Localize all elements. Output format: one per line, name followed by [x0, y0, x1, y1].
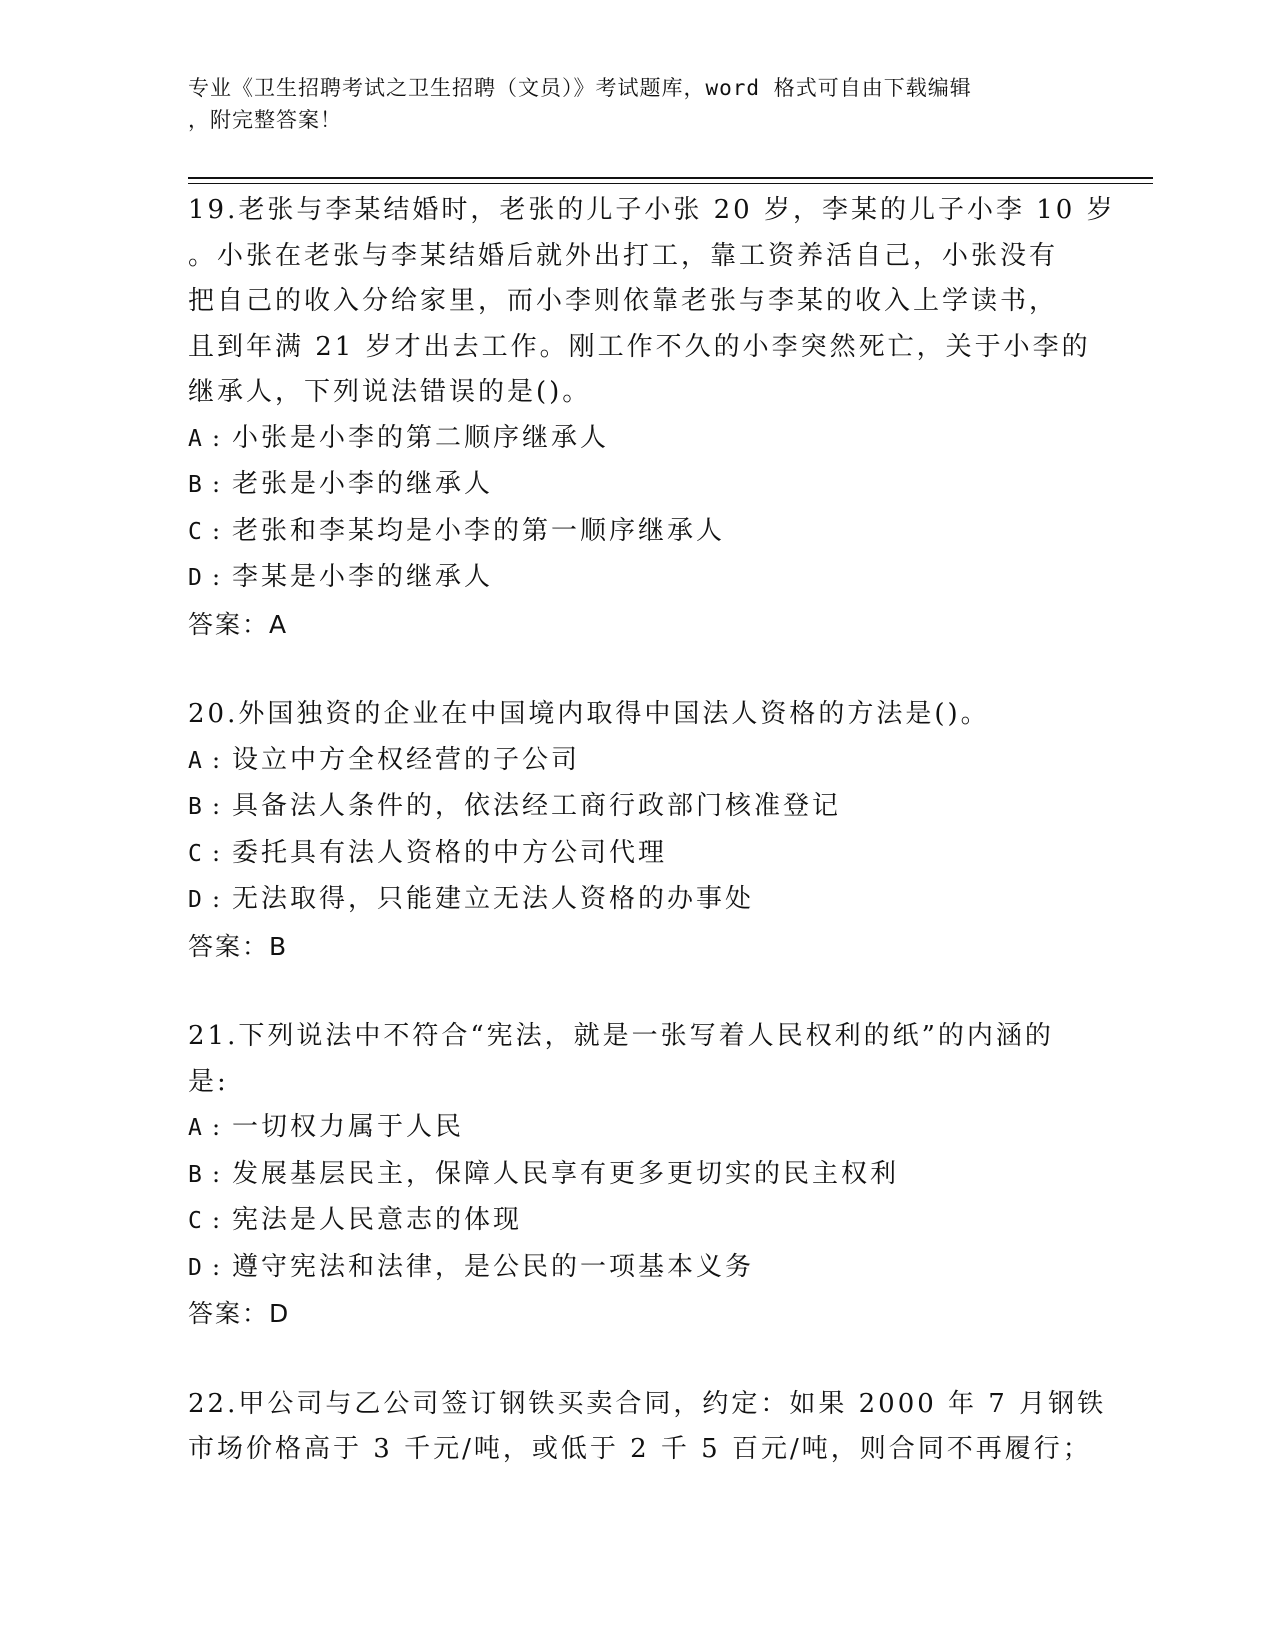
option-text: 无法取得，只能建立无法人资格的办事处 [232, 884, 755, 914]
option-key: A [188, 747, 202, 774]
option-b [188, 1152, 1088, 1199]
option-c [188, 831, 1088, 878]
option-separator: : [212, 423, 224, 452]
option-text: 宪法是人民意志的体现 [232, 1205, 523, 1235]
option-c [188, 509, 1088, 556]
option-text: 小张是小李的第二顺序继承人 [232, 422, 610, 453]
option-d [188, 877, 1088, 924]
question-text-line: 市场价格高于 3 千元/吨，或低于 2 千 5 百元/吨，则合同不再履行； [188, 1434, 1092, 1464]
header-line: 专业《卫生招聘考试之卫生招聘（文员）》考试题库，word 格式可自由下载编辑 [188, 76, 972, 100]
header-line: ，附完整答案！ [188, 108, 342, 132]
question-22 [188, 1382, 1107, 1473]
option-key: A [188, 1115, 202, 1141]
question-text-line: 22.甲公司与乙公司签订钢铁买卖合同，约定：如果 2000 年 7 月钢铁 [188, 1388, 1107, 1419]
option-text: 李某是小李的继承人 [232, 562, 494, 592]
option-b [188, 462, 1088, 509]
option-a [188, 1105, 1088, 1152]
document-header [188, 72, 1068, 136]
option-separator: : [212, 470, 224, 498]
option-text: 具备法人条件的，依法经工商行政部门核准登记 [232, 791, 842, 821]
option-separator: : [212, 838, 224, 867]
question-text-line: 20.外国独资的企业在中国境内取得中国法人资格的方法是()。 [188, 699, 990, 729]
option-text: 发展基层民主，保障人民享有更多更切实的民主权利 [232, 1158, 900, 1189]
option-separator: : [212, 745, 224, 774]
option-key: A [188, 425, 202, 452]
question-20 [188, 692, 1088, 969]
answer-line: 答案：A [188, 609, 289, 639]
question-text-line: 19.老张与李某结婚时，老张的儿子小张 20 岁，李某的儿子小李 10 岁 [188, 195, 1116, 225]
question-text-line: 。小张在老张与李某结婚后就外出打工，靠工资养活自己，小张没有 [188, 240, 1059, 271]
option-text: 设立中方全权经营的子公司 [232, 744, 581, 775]
option-separator: : [212, 1113, 224, 1141]
option-c [188, 1198, 1088, 1245]
option-key: B [188, 472, 202, 498]
option-separator: : [212, 1252, 224, 1281]
question-text-line: 继承人，下列说法错误的是()。 [188, 377, 592, 407]
question-19 [188, 188, 1116, 647]
question-text-line: 把自己的收入分给家里，而小李则依靠老张与李某的收入上学读书， [188, 286, 1059, 316]
question-list [188, 188, 1116, 1518]
option-text: 一切权力属于人民 [232, 1112, 465, 1142]
option-key: C [188, 840, 202, 867]
header-divider-thin [188, 183, 1153, 184]
option-a [188, 416, 1088, 463]
header-divider-thick [188, 177, 1153, 179]
option-text: 遵守宪法和法律，是公民的一项基本义务 [232, 1251, 755, 1282]
answer-line: 答案：B [188, 931, 289, 961]
question-text-line: 是: [188, 1066, 229, 1097]
option-text: 老张是小李的继承人 [232, 469, 494, 499]
question-text-line: 且到年满 21 岁才出去工作。刚工作不久的小李突然死亡，关于小李的 [188, 331, 1091, 362]
question-text-line: 21.下列说法中不符合“宪法，就是一张写着人民权利的纸”的内涵的 [188, 1021, 1054, 1051]
option-separator: : [212, 1159, 224, 1188]
option-key: C [188, 1208, 202, 1234]
option-separator: : [212, 516, 224, 545]
option-key: D [188, 1254, 202, 1281]
option-key: C [188, 518, 202, 545]
option-separator: : [212, 885, 224, 913]
option-b [188, 784, 1088, 831]
option-separator: : [212, 563, 224, 591]
option-separator: : [212, 792, 224, 820]
option-d [188, 555, 1088, 602]
option-key: D [188, 887, 202, 913]
option-text: 委托具有法人资格的中方公司代理 [232, 837, 668, 868]
option-text: 老张和李某均是小李的第一顺序继承人 [232, 515, 726, 546]
option-a [188, 738, 1088, 785]
question-21 [188, 1014, 1088, 1337]
answer-line: 答案：D [188, 1299, 291, 1328]
option-separator: : [212, 1206, 224, 1234]
option-key: B [188, 1161, 202, 1188]
option-d [188, 1245, 1088, 1292]
option-key: D [188, 565, 202, 591]
option-key: B [188, 794, 202, 820]
